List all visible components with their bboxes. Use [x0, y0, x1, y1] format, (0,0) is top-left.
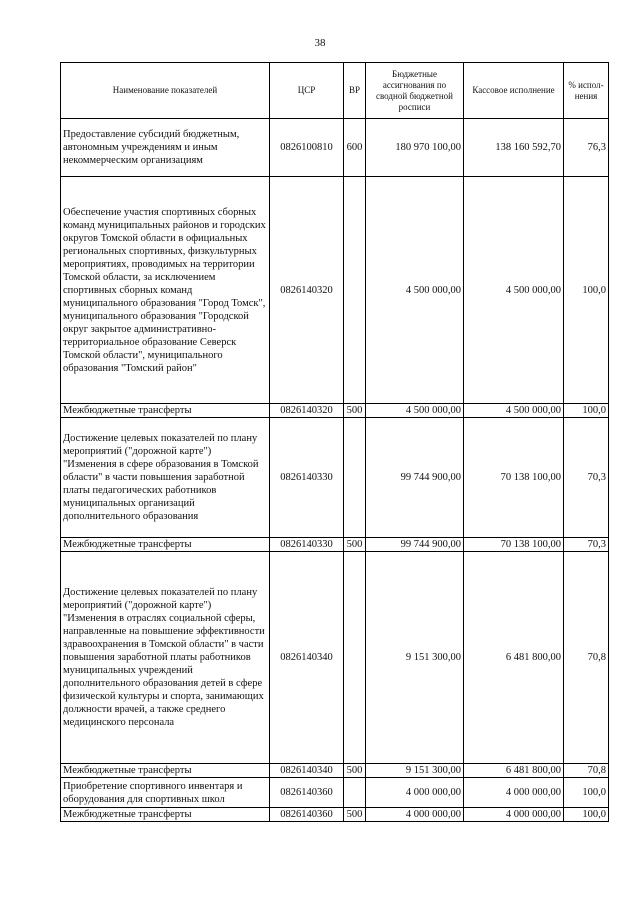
header-pct: % испол-нения — [564, 63, 609, 119]
cell-cash: 70 138 100,00 — [464, 418, 564, 538]
table-row — [61, 119, 609, 177]
cell-csr: 0826140360 — [270, 808, 344, 822]
header-budget: Бюджетные ассигнования по сводной бюджетной росписи — [366, 63, 464, 119]
cell-budget: 4 500 000,00 — [366, 177, 464, 404]
cell-vr — [344, 552, 366, 764]
header-cash: Кассовое исполнение — [464, 63, 564, 119]
cell-name: Приобретение спортивного инвентаря и оборудования для спортивных школ — [61, 778, 270, 808]
cell-csr: 0826140340 — [270, 552, 344, 764]
page-number: 38 — [314, 37, 326, 49]
budget-table — [60, 62, 609, 822]
cell-name: Межбюджетные трансферты — [61, 404, 270, 418]
cell-vr: 500 — [344, 808, 366, 822]
cell-budget: 4 000 000,00 — [366, 778, 464, 808]
cell-cash: 4 500 000,00 — [464, 404, 564, 418]
cell-budget: 180 970 100,00 — [366, 119, 464, 177]
cell-vr — [344, 778, 366, 808]
cell-budget: 9 151 300,00 — [366, 552, 464, 764]
cell-csr: 0826140340 — [270, 764, 344, 778]
table-row — [61, 764, 609, 778]
cell-vr: 500 — [344, 404, 366, 418]
cell-vr: 500 — [344, 538, 366, 552]
header-name: Наименование показателей — [61, 63, 270, 119]
table-row — [61, 778, 609, 808]
table-row — [61, 404, 609, 418]
table-row — [61, 418, 609, 538]
cell-vr — [344, 418, 366, 538]
cell-name: Межбюджетные трансферты — [61, 764, 270, 778]
table-row — [61, 808, 609, 822]
cell-pct: 100,0 — [564, 177, 609, 404]
cell-pct: 70,3 — [564, 418, 609, 538]
cell-cash: 4 500 000,00 — [464, 177, 564, 404]
cell-budget: 4 500 000,00 — [366, 404, 464, 418]
cell-vr — [344, 177, 366, 404]
cell-csr: 0826140360 — [270, 778, 344, 808]
cell-pct: 70,3 — [564, 538, 609, 552]
cell-pct: 70,8 — [564, 552, 609, 764]
header-csr: ЦСР — [270, 63, 344, 119]
cell-pct: 76,3 — [564, 119, 609, 177]
cell-budget: 99 744 900,00 — [366, 538, 464, 552]
cell-cash: 4 000 000,00 — [464, 808, 564, 822]
cell-budget: 4 000 000,00 — [366, 808, 464, 822]
cell-csr: 0826140330 — [270, 538, 344, 552]
cell-cash: 6 481 800,00 — [464, 552, 564, 764]
cell-csr: 0826140320 — [270, 404, 344, 418]
cell-vr: 600 — [344, 119, 366, 177]
cell-budget: 99 744 900,00 — [366, 418, 464, 538]
cell-csr: 0826100810 — [270, 119, 344, 177]
cell-name: Обеспечение участия спортивных сборных команд муниципальных районов и городских округов Томской области в официальных региональных спортивных, физкультурных мероприятиях, проводимых на территории Томской области, за исключением спортивных сборных команд муниципального образования "Город Томск", муниципального образования "Городской округ закрытое административно-территориальное образование Северск Томской области", муниципального образования "Томский район" — [61, 177, 270, 404]
table-header-row — [61, 63, 609, 119]
cell-csr: 0826140330 — [270, 418, 344, 538]
table-row — [61, 552, 609, 764]
cell-cash: 70 138 100,00 — [464, 538, 564, 552]
table-row — [61, 177, 609, 404]
cell-cash: 6 481 800,00 — [464, 764, 564, 778]
cell-name: Достижение целевых показателей по плану мероприятий ("дорожной карте") "Изменения в отраслях социальной сферы, направленные на повышение эффективности здравоохранения в Томской области" в части повышения заработной платы работников муниципальных учреждений дополнительного образования детей в сфере физической культуры и спорта, занимающих должности врачей, а также среднего медицинского персонала — [61, 552, 270, 764]
cell-pct: 100,0 — [564, 808, 609, 822]
table-row — [61, 538, 609, 552]
cell-name: Межбюджетные трансферты — [61, 808, 270, 822]
cell-pct: 100,0 — [564, 778, 609, 808]
cell-cash: 4 000 000,00 — [464, 778, 564, 808]
cell-pct: 70,8 — [564, 764, 609, 778]
header-vr: ВР — [344, 63, 366, 119]
cell-csr: 0826140320 — [270, 177, 344, 404]
cell-name: Достижение целевых показателей по плану мероприятий ("дорожной карте") "Изменения в сфере образования в Томской области" в части повышения заработной платы педагогических работников муниципальных организаций дополнительного образования — [61, 418, 270, 538]
cell-cash: 138 160 592,70 — [464, 119, 564, 177]
cell-name: Межбюджетные трансферты — [61, 538, 270, 552]
cell-budget: 9 151 300,00 — [366, 764, 464, 778]
cell-vr: 500 — [344, 764, 366, 778]
cell-name: Предоставление субсидий бюджетным, автономным учреждениям и иным некоммерческим организациям — [61, 119, 270, 177]
cell-pct: 100,0 — [564, 404, 609, 418]
